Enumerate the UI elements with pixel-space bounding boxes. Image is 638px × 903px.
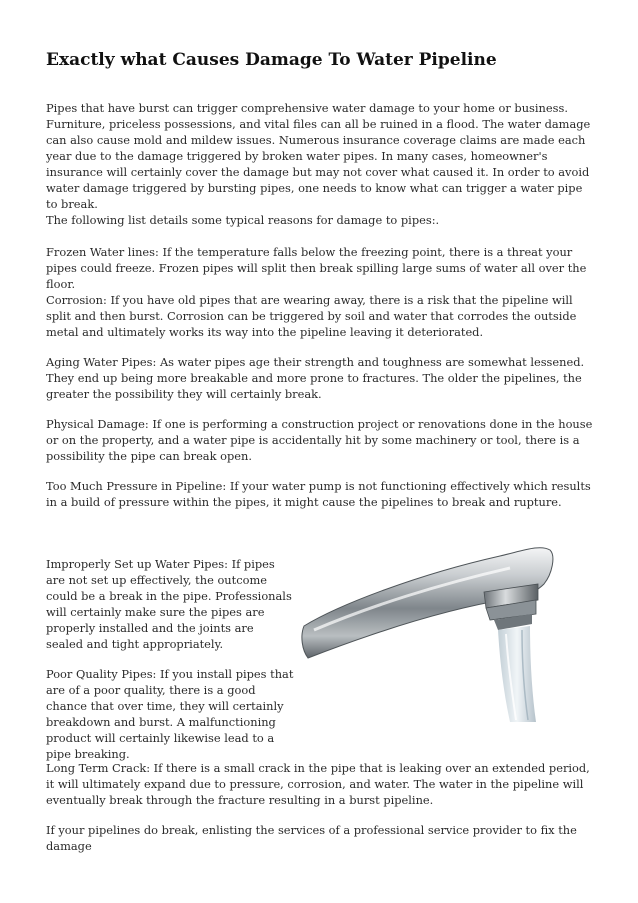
document-title: Exactly what Causes Damage To Water Pipeline (46, 50, 497, 70)
paragraph-frozen-water-lines: Frozen Water lines: If the temperature falls below the freezing point, there is a threat your pipes could freeze. Frozen pipes will split then break spilling large sums of water all over the floor. (46, 245, 587, 291)
paragraph-aging-water-pipes: Aging Water Pipes: As water pipes age their strength and toughness are somewhat lessened. They end up being more breakable and more prone to fractures. The older the pipelines, the greater the possibility they will certainly break. (46, 355, 585, 401)
paragraph-physical-damage: Physical Damage: If one is performing a construction project or renovations done in the house or on the property, and a water pipe is accidentally hit by some machinery or tool, there is a possibility the pipe can break open. (46, 417, 593, 463)
paragraph-improperly-set-up: Improperly Set up Water Pipes: If pipes are not set up effectively, the outcome could be a break in the pipe. Professionals will certainly make sure the pipes are properly installed and the joints are sealed and tight appropriately. (46, 557, 292, 651)
paragraph-intro: Pipes that have burst can trigger comprehensive water damage to your home or business. Furniture, priceless possessions, and vital files can all be ruined in a flood. The water damage can also cause mold and mildew issues. Numerous insurance coverage claims are made each year due to the damage triggered by broken water pipes. In many cases, homeowner's insurance will certainly cover the damage but may not cover what caused it. In order to avoid water damage triggered by bursting pipes, one needs to know what can trigger a water pipe to break. (46, 101, 591, 211)
paragraph-poor-quality-pipes: Poor Quality Pipes: If you install pipes that are of a poor quality, there is a good chance that over time, they will certainly breakdown and burst. A malfunctioning product will certainly likewise lead to a pipe breaking. (46, 667, 294, 761)
paragraph-long-term-crack: Long Term Crack: If there is a small crack in the pipe that is leaking over an extended period, it will ultimately expand due to pressure, corrosion, and water. The water in the pipeline will eventually break through the fracture resulting in a burst pipeline. (46, 761, 590, 807)
faucet-photo (300, 534, 558, 724)
paragraph-closing: If your pipelines do break, enlisting the services of a professional service provider to fix the damage (46, 823, 577, 853)
paragraph-too-much-pressure: Too Much Pressure in Pipeline: If your water pump is not functioning effectively which results in a build of pressure within the pipes, it might cause the pipelines to break and rupture. (46, 479, 591, 509)
paragraph-corrosion: Corrosion: If you have old pipes that are wearing away, there is a risk that the pipeline will split and then burst. Corrosion can be triggered by soil and water that corrodes the outside metal and ultimately works its way into the pipeline leaving it deteriorated. (46, 293, 577, 339)
paragraph-list-intro: The following list details some typical reasons for damage to pipes:. (46, 213, 440, 227)
